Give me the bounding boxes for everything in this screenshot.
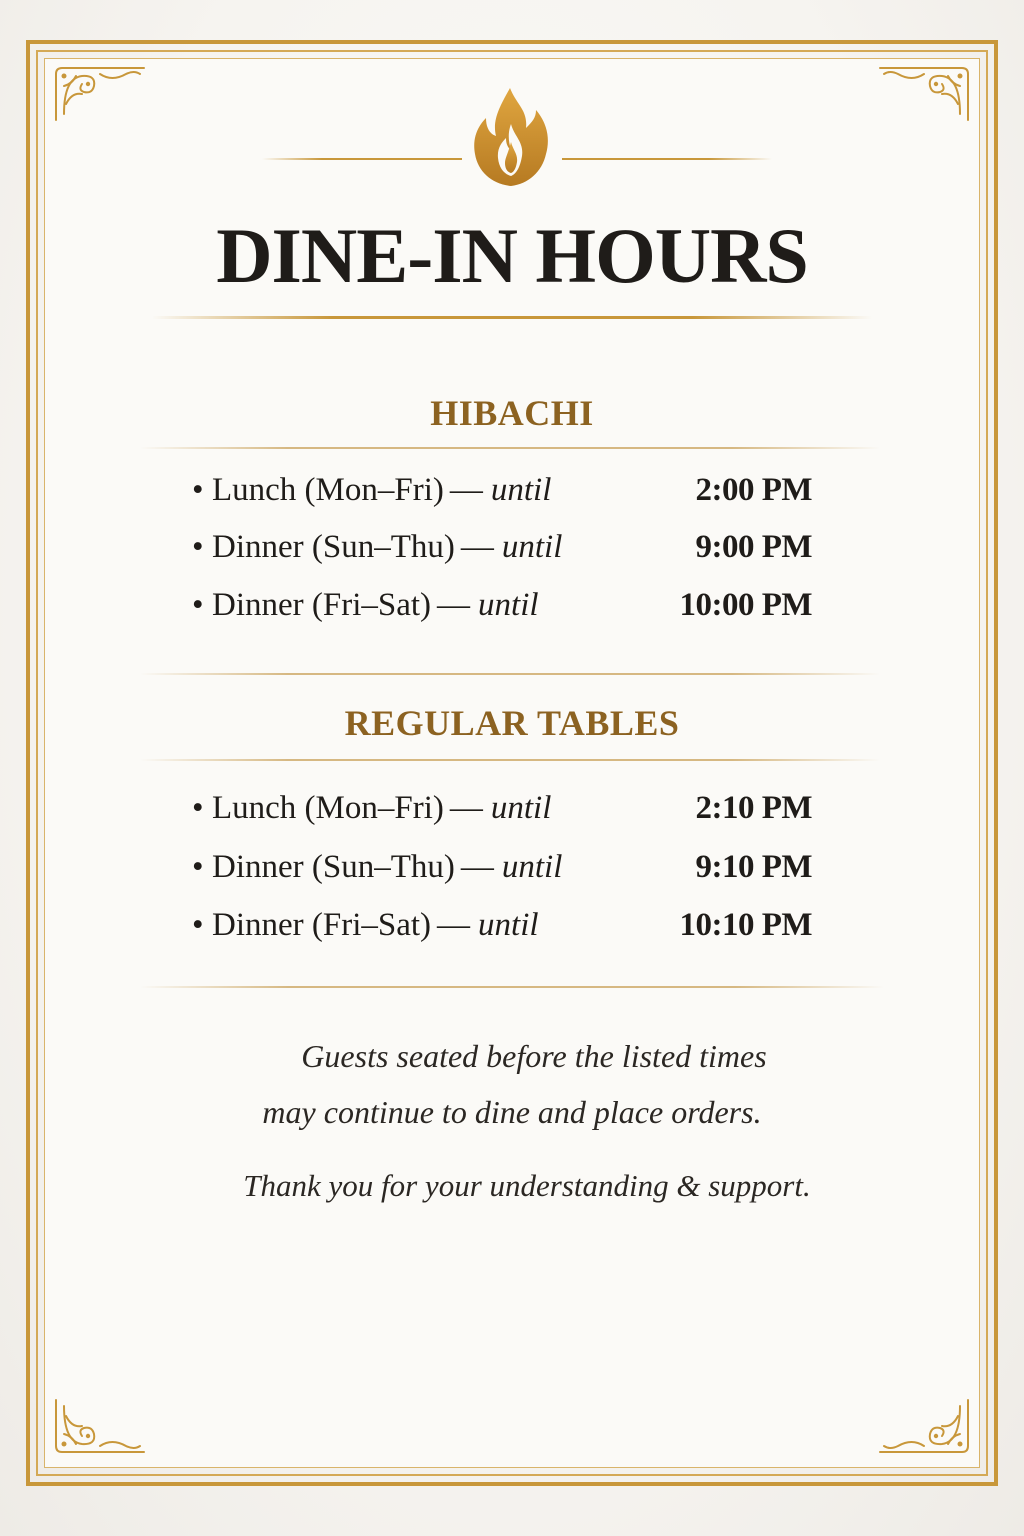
hours-row-regular-lunch xyxy=(192,786,832,830)
flame-icon xyxy=(466,84,556,194)
filigree-corner-icon xyxy=(52,1396,148,1456)
hours-row-hibachi-dinner-weekend xyxy=(192,583,832,627)
bullet: • xyxy=(192,907,204,943)
row-dash: — xyxy=(449,790,483,826)
row-time: 10:00 PM xyxy=(679,587,812,623)
section-heading-regular-tables: REGULAR TABLES xyxy=(344,703,680,743)
section-divider xyxy=(140,673,880,675)
thank-you-note: Thank you for your understanding & support. xyxy=(243,1168,811,1203)
hours-row-regular-dinner-weekday xyxy=(192,845,832,889)
section-divider xyxy=(140,986,884,988)
section-divider xyxy=(140,447,880,449)
row-time: 2:10 PM xyxy=(695,790,812,826)
page-title: DINE-IN HOURS xyxy=(216,212,808,299)
row-until: until xyxy=(501,529,563,565)
hours-row-hibachi-lunch xyxy=(192,468,832,512)
section-heading-hibachi: HIBACHI xyxy=(430,393,594,433)
note-line-2: may continue to dine and place orders. xyxy=(262,1094,762,1130)
bullet: • xyxy=(192,790,204,826)
row-until: until xyxy=(490,790,552,826)
row-dash: — xyxy=(460,849,494,885)
row-label: Dinner (Sun–Thu) xyxy=(212,849,455,885)
row-until: until xyxy=(478,587,539,623)
bullet: • xyxy=(192,587,204,623)
row-dash: — xyxy=(437,907,471,943)
row-time: 9:10 PM xyxy=(695,849,812,885)
row-time: 10:10 PM xyxy=(679,907,812,943)
hours-row-hibachi-dinner-weekday xyxy=(192,525,832,569)
row-until: until xyxy=(478,907,539,943)
row-dash: — xyxy=(437,587,471,623)
hours-row-regular-dinner-weekend xyxy=(192,903,832,947)
bullet: • xyxy=(192,472,204,508)
row-time: 2:00 PM xyxy=(695,472,812,508)
section-divider xyxy=(140,759,880,761)
bullet: • xyxy=(192,849,204,885)
row-until: until xyxy=(501,849,563,885)
filigree-corner-icon xyxy=(876,1396,972,1456)
flame-ornament xyxy=(0,84,1024,194)
note-line-1: Guests seated before the listed times xyxy=(301,1038,767,1074)
row-dash: — xyxy=(460,529,494,565)
ornament-line-left xyxy=(262,158,462,160)
row-label: Dinner (Fri–Sat) xyxy=(212,907,432,943)
row-label: Lunch (Mon–Fri) xyxy=(212,472,444,508)
row-until: until xyxy=(490,472,552,508)
row-label: Dinner (Fri–Sat) xyxy=(212,587,432,623)
title-divider xyxy=(152,316,872,319)
row-time: 9:00 PM xyxy=(695,529,812,565)
row-label: Lunch (Mon–Fri) xyxy=(212,790,444,826)
bullet: • xyxy=(192,529,204,565)
row-label: Dinner (Sun–Thu) xyxy=(212,529,455,565)
row-dash: — xyxy=(449,472,483,508)
ornament-line-right xyxy=(562,158,772,160)
